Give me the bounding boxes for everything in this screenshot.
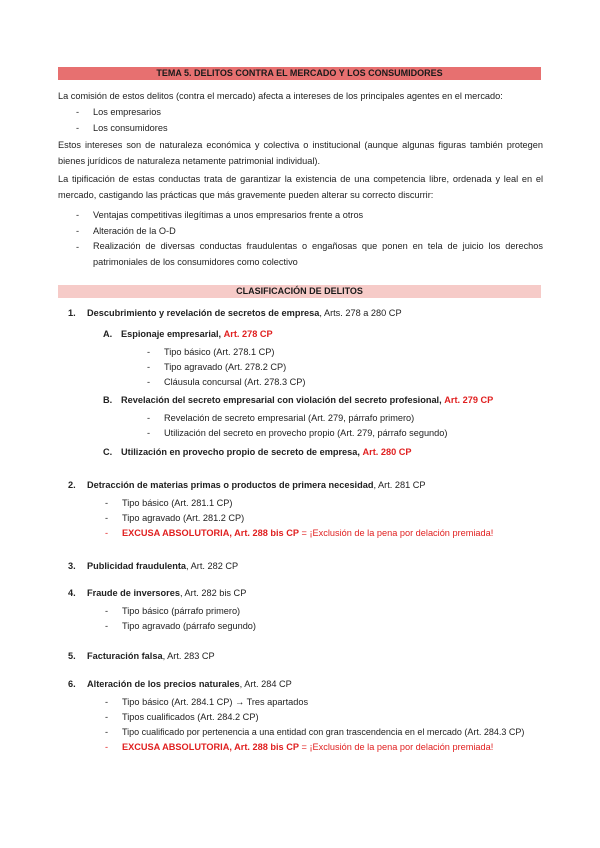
section-2-heading: 2. Detracción de materias primas o productos de primera necesidad, Art. 281 CP	[68, 480, 426, 490]
list-item: - Tipos cualificados (Art. 284.2 CP)	[105, 712, 259, 722]
section-4-heading: 4. Fraude de inversores, Art. 282 bis CP	[68, 588, 247, 598]
section-3-heading: 3. Publicidad fraudulenta, Art. 282 CP	[68, 561, 239, 571]
intro-paragraph-3: La tipificación de estas conductas trata de garantizar la existencia de una competencia libre, ordenada y leal en el mercado, castigando las prácticas que más gravemente pueden alterar su correcto discurrir:	[58, 174, 543, 200]
list-item: - Tipo cualificado por pertenencia a una entidad con gran trascendencia en el mercado (Art. 284.3 CP)	[105, 727, 525, 737]
intro-paragraph-2: Estos intereses son de naturaleza económica y colectiva o institucional (aunque algunas figuras también protegen bienes jurídicos de naturaleza netamente patrimonial individual).	[58, 140, 543, 166]
subsection-c-heading: C. Utilización en provecho propio de secreto de empresa, Art. 280 CP	[103, 447, 412, 457]
list-item: - Los consumidores	[76, 123, 168, 133]
section-1-heading: 1. Descubrimiento y revelación de secretos de empresa, Arts. 278 a 280 CP	[68, 308, 402, 318]
section-6-heading: 6. Alteración de los precios naturales, Art. 284 CP	[68, 679, 292, 689]
list-item: - Tipo básico (Art. 284.1 CP) → Tres apartados	[105, 697, 309, 707]
list-item: - Tipo agravado (párrafo segundo)	[105, 621, 256, 631]
list-item: - Tipo básico (Art. 281.1 CP)	[105, 498, 233, 508]
list-item: - Realización de diversas conductas fraudulentas o engañosas que ponen en tela de juicio los derechos patrimoniales de los consumidores como colectivo	[76, 241, 543, 267]
intro-paragraph-1: La comisión de estos delitos (contra el mercado) afecta a intereses de los principales agentes en el mercado:	[58, 91, 503, 101]
list-item: - Alteración de la O-D	[76, 226, 176, 236]
excusa-item: - EXCUSA ABSOLUTORIA, Art. 288 bis CP = ¡Exclusión de la pena por delación premiada!	[105, 742, 494, 752]
excusa-item: - EXCUSA ABSOLUTORIA, Art. 288 bis CP = ¡Exclusión de la pena por delación premiada!	[105, 528, 494, 538]
list-item: - Ventajas competitivas ilegítimas a unos empresarios frente a otros	[76, 210, 364, 220]
list-item: - Utilización del secreto en provecho propio (Art. 279, párrafo segundo)	[147, 428, 448, 438]
list-item: - Los empresarios	[76, 107, 161, 117]
list-item: - Tipo agravado (Art. 278.2 CP)	[147, 362, 287, 372]
list-item: - Cláusula concursal (Art. 278.3 CP)	[147, 377, 306, 387]
title-banner: TEMA 5. DELITOS CONTRA EL MERCADO Y LOS CONSUMIDORES	[58, 67, 541, 80]
list-item: - Revelación de secreto empresarial (Art. 279, párrafo primero)	[147, 413, 415, 423]
section-5-heading: 5. Facturación falsa, Art. 283 CP	[68, 651, 215, 661]
list-item: - Tipo básico (Art. 278.1 CP)	[147, 347, 275, 357]
list-item: - Tipo básico (párrafo primero)	[105, 606, 241, 616]
subsection-b-heading: B. Revelación del secreto empresarial con violación del secreto profesional, Art. 279 CP	[103, 395, 494, 405]
list-item: - Tipo agravado (Art. 281.2 CP)	[105, 513, 245, 523]
classification-banner: CLASIFICACIÓN DE DELITOS	[58, 285, 541, 298]
subsection-a-heading: A. Espionaje empresarial, Art. 278 CP	[103, 329, 273, 339]
